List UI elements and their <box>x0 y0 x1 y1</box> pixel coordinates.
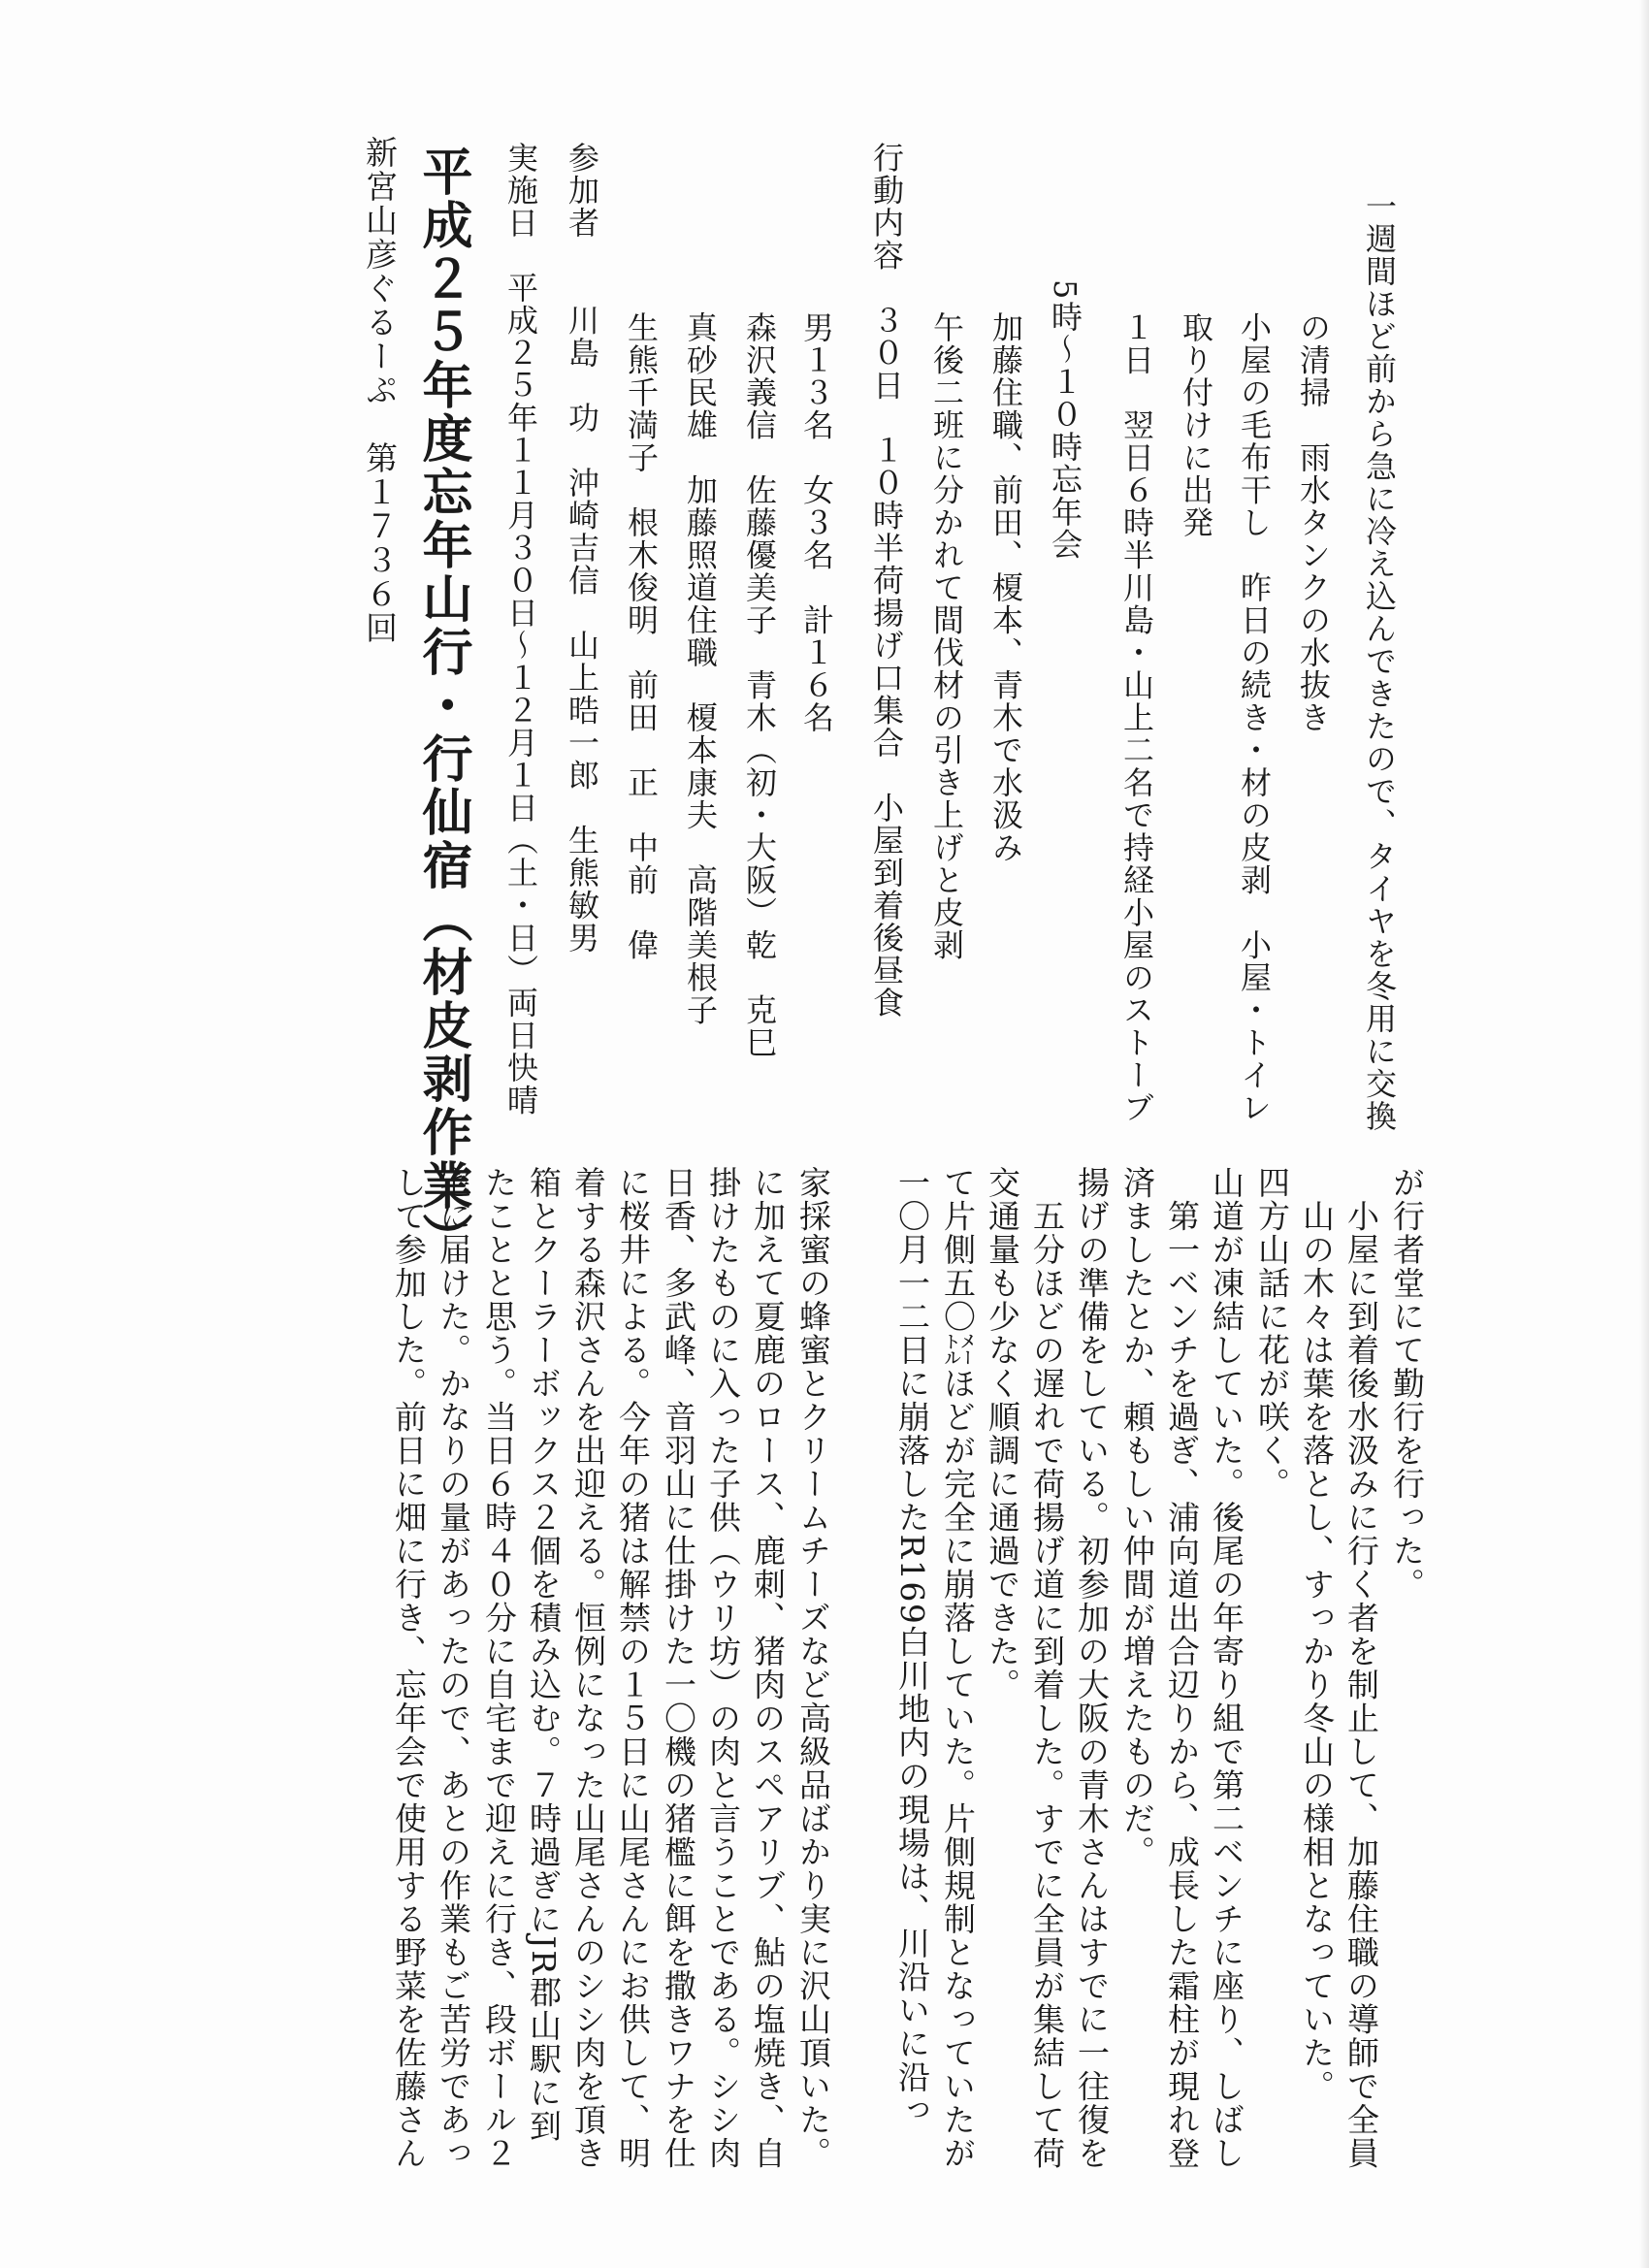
narrative-line-18: 山道が凍結していた。後尾の年寄り組で第二ベンチに座り、しばし <box>1208 1166 1245 2170</box>
participants-line-4: 森沢義信 佐藤優美子 青木（初・大阪）乾 克巳 <box>741 311 778 1059</box>
narrative-line-3: たことと思う。当日６時４０分に自宅まで迎えに行き、段ボール２ <box>480 1166 518 2170</box>
participants-line-2: 生熊千満子 根木俊明 前田 正 中前 偉 <box>623 311 660 961</box>
scan-edge-shadow <box>1639 0 1649 2268</box>
date-line: 実施日 平成２５年１１月３０日～１２月１日（土・日）両日快晴 <box>502 142 539 1117</box>
narrative-line-13: 交通量も少なく順調に通過できた。 <box>984 1166 1021 1701</box>
activity-line-2: 午後二班に分かれて間伐材の引き上げと皮剥 <box>928 311 965 961</box>
narrative-line-4: 箱とクーラーボックス２個を積み込む。７時過ぎにJR郡山駅に到 <box>525 1166 563 2144</box>
narrative-line-17: 第一ベンチを過ぎ、浦向道出合辺りから、成長した霜柱が現れ登 <box>1163 1166 1201 2170</box>
activity-line-3: 加藤住職、前田、榎本、青木で水汲み <box>987 311 1024 864</box>
narrative-line-2: 宅に届けた。かなりの量があったので、あとの作業もご苦労であっ <box>435 1166 472 2170</box>
participants-total: 男１３名 女３名 計１６名 <box>798 311 835 734</box>
group-session-line: 新宮山彦ぐるーぷ 第１７３６回 <box>361 136 399 645</box>
day2-line-4: の清掃 雨水タンクの水抜き <box>1295 311 1332 734</box>
participants-line-3: 真砂民雄 加藤照道住職 榎本康夫 高階美根子 <box>682 311 719 1026</box>
activity-line-4: 5時～１０時忘年会 <box>1047 279 1083 561</box>
narrative-line-9: に加えて夏鹿のロース、鹿刺、猪肉のスペアリブ、鮎の塩焼き、自 <box>749 1166 787 2170</box>
narrative-line-10: 家採蜜の蜂蜜とクリームチーズなど高級品ばかり実に沢山頂いた。 <box>794 1166 832 2170</box>
narrative-line-5: 着する森沢さんを出迎える。恒例になった山尾さんのシシ肉を頂き <box>569 1166 607 2170</box>
narrative-line-14: 五分ほどの遅れで荷揚げ道に到着した。すでに全員が集結して荷 <box>1028 1166 1066 2170</box>
narrative-start: 一週間ほど前から急に冷え込んできたので、タイヤを冬用に交換 <box>1361 190 1398 1133</box>
narrative-line-16: 済ましたとか、頼もしい仲間が増えたものだ。 <box>1118 1166 1156 1869</box>
day2-line-1: １日 翌日６時半川島・山上二名で持経小屋のストーブ <box>1118 311 1155 1124</box>
narrative-line-6: に桜井による。今年の猪は解禁の１５日に山尾さんにお供して、明 <box>614 1166 652 2170</box>
narrative-line-19: 四方山話に花が咲く。 <box>1253 1166 1291 1501</box>
narrative-line-8: 掛けたものに入った子供（ウリ坊）の肉と言うことである。シシ肉 <box>704 1166 742 2170</box>
activity-line-1: 行動内容 ３０日 １０時半荷揚げ口集合 小屋到着後昼食 <box>868 142 905 1020</box>
day2-line-3: 小屋の毛布干し 昨日の続き・材の皮剥 小屋・トイレ <box>1236 311 1273 1124</box>
narrative-line-21: 小屋に到着後水汲みに行く者を制止して、加藤住職の導師で全員 <box>1342 1166 1380 2170</box>
narrative-line-7: 日香、多武峰、音羽山に仕掛けた一〇機の猪檻に餌を撒きワナを仕 <box>660 1166 697 2170</box>
narrative-line-22: が行者堂にて勤行を行った。 <box>1388 1166 1426 1602</box>
participants-line-1: 参加者 川島 功 沖崎吉信 山上晧一郎 生熊敏男 <box>564 142 600 955</box>
narrative-line-11: 一〇月一二日に崩落したR169白川地内の現場は、川沿いに沿っ <box>893 1166 931 2127</box>
document-title: 平成２５年度忘年山行・行仙宿（材皮剥作業） <box>413 146 472 1266</box>
narrative-line-1: して参加した。前日に畑に行き、忘年会で使用する野菜を佐藤さん <box>390 1166 428 2170</box>
narrative-line-15: 揚げの準備をしている。初参加の大阪の青木さんはすでに一往復を <box>1073 1166 1111 2170</box>
narrative-line-12: て片側五〇㍍ほどが完全に崩落していた。片側規制となっていたが <box>939 1166 977 2170</box>
day2-line-2: 取り付けに出発 <box>1178 311 1214 539</box>
narrative-line-20: 山の木々は葉を落とし、すっかり冬山の様相となっていた。 <box>1298 1166 1336 2103</box>
